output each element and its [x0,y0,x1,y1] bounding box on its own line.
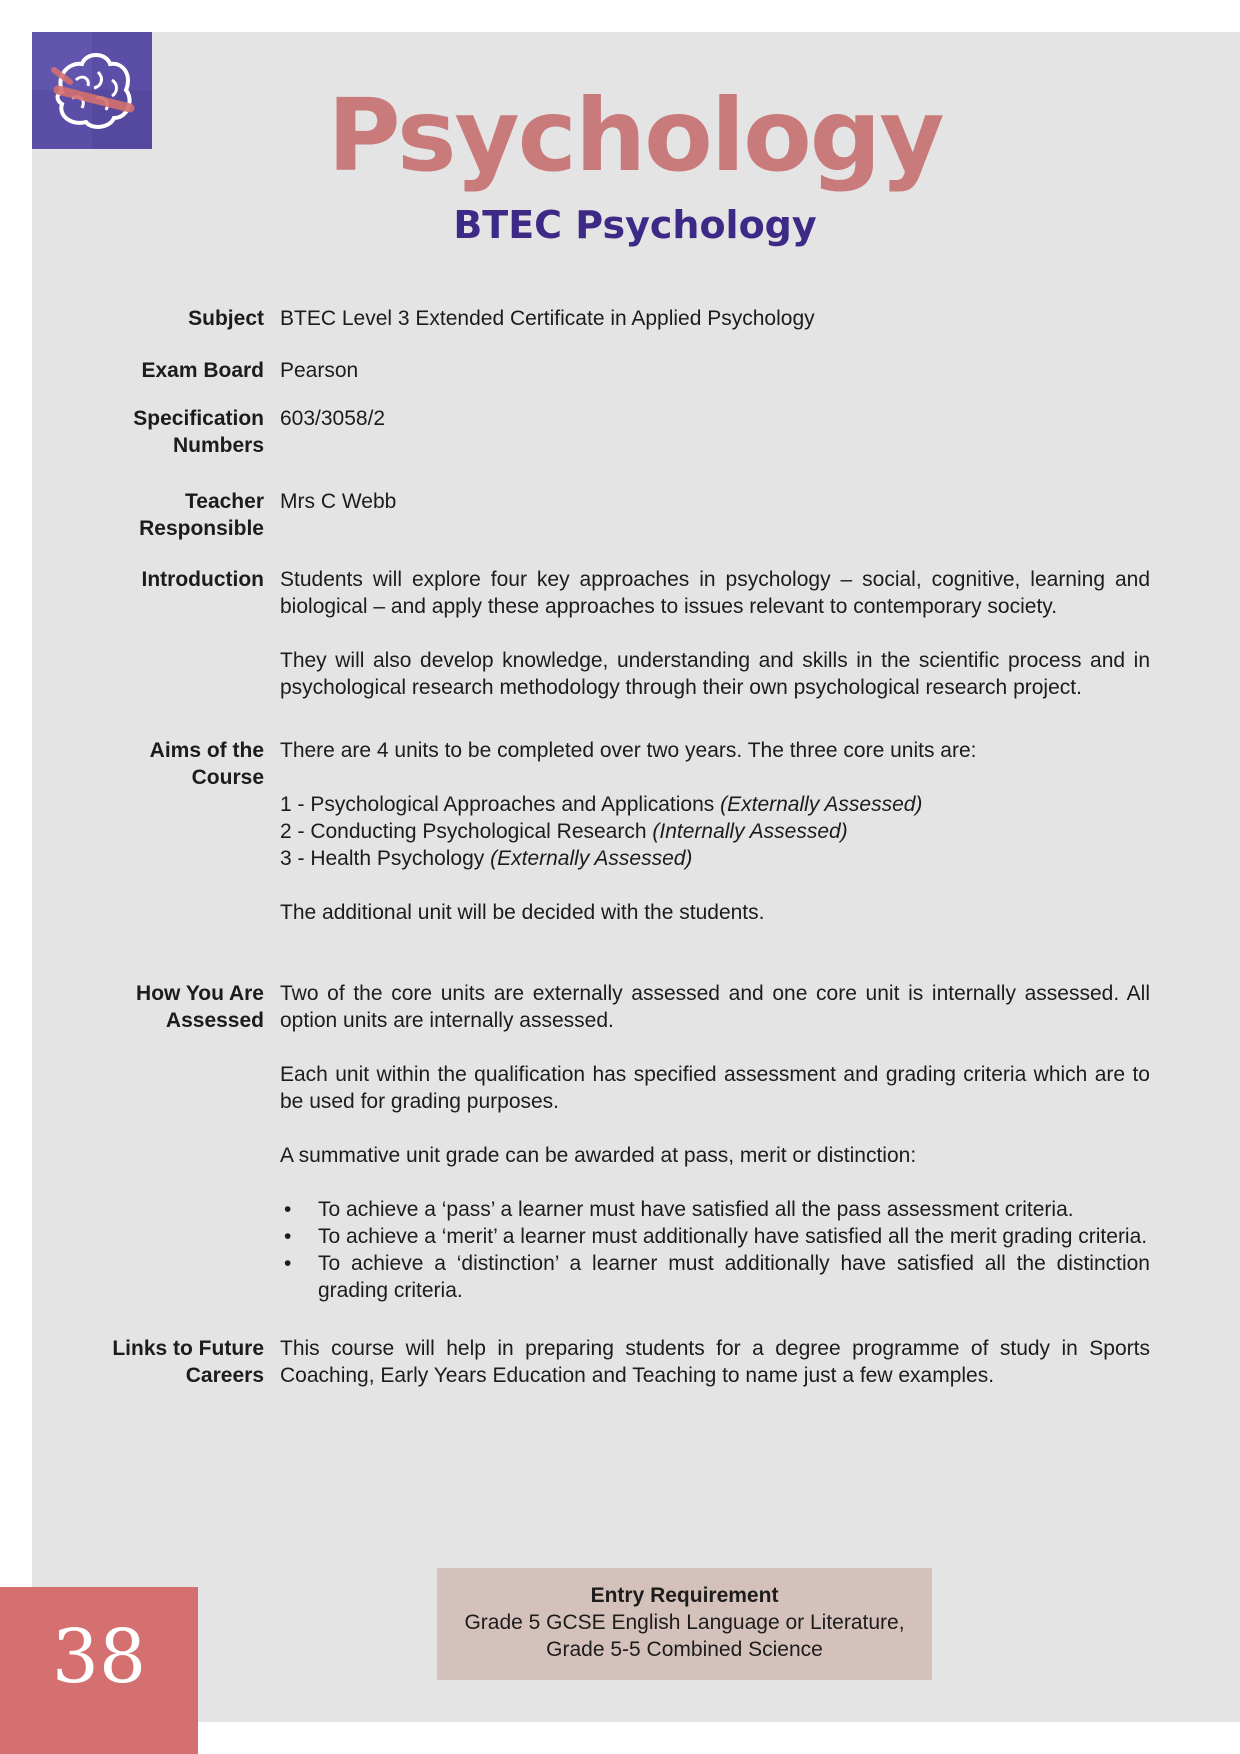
page-subtitle: BTEC Psychology [453,203,817,247]
teacher-label-line2: Responsible [139,517,264,540]
assessment-paragraph: Two of the core units are externally assessed and one core unit is internally assessed. All option units are internally assessed. [280,982,1150,1032]
entry-requirement-box [437,1568,932,1680]
assessment-label-line1: How You Are [136,982,264,1005]
subject-label: Subject [188,307,264,330]
list-item: • To achieve a ‘merit’ a learner must additionally have satisfied all the merit grading criteria. [280,1223,1150,1250]
list-item [280,818,1150,845]
assessment-row [60,980,1150,1304]
teacher-label-line1: Teacher [185,490,264,513]
specification-label [60,405,280,459]
aims-text [280,737,1150,926]
core-units-list [280,791,1150,872]
introduction-label: Introduction [141,568,264,591]
list-item [280,845,1150,872]
specification-row [60,405,1150,459]
teacher-label [60,488,280,542]
page-number: 38 [51,1614,147,1700]
exam-board-value: Pearson [280,359,359,382]
introduction-paragraph: They will also develop knowledge, understanding and skills in the scientific process and in psychological research methodology through their own psychological research project. [280,649,1150,699]
exam-board-label: Exam Board [141,359,264,382]
course-details [60,305,1150,1389]
introduction-row [60,566,1150,701]
teacher-value: Mrs C Webb [280,490,397,513]
assessment-label-line2: Assessed [165,1009,264,1032]
careers-row [60,1335,1150,1389]
aims-intro: There are 4 units to be completed over two years. The three core units are: [280,739,977,762]
unit-name: 1 - Psychological Approaches and Applications [280,793,715,816]
list-item: • To achieve a ‘pass’ a learner must have satisfied all the pass assessment criteria. [280,1196,1150,1223]
specification-label-line1: Specification [133,407,264,430]
aims-label-line1: Aims of the [149,739,264,762]
assessment-paragraph: A summative unit grade can be awarded at pass, merit or distinction: [280,1144,917,1167]
entry-requirement-line1: Grade 5 GCSE English Language or Literature, [464,1611,905,1634]
careers-label-line2: Careers [185,1364,264,1387]
unit-assessment: (Internally Assessed) [652,820,848,843]
aims-label [60,737,280,926]
careers-value: This course will help in preparing students for a degree programme of study in Sports Coaching, Early Years Education and Teaching to name just a few examples. [280,1337,1150,1387]
subject-value: BTEC Level 3 Extended Certificate in Applied Psychology [280,307,815,330]
list-item: • To achieve a ‘distinction’ a learner must additionally have satisfied all the distinction grading criteria. [280,1250,1150,1304]
aims-closing: The additional unit will be decided with the students. [280,901,765,924]
specification-label-line2: Numbers [172,434,264,457]
careers-label-line1: Links to Future [112,1337,264,1360]
teacher-row [60,488,1150,542]
unit-name: 3 - Health Psychology [280,847,485,870]
unit-assessment: (Externally Assessed) [490,847,693,870]
aims-label-line2: Course [191,766,264,789]
unit-name: 2 - Conducting Psychological Research [280,820,647,843]
careers-label [60,1335,280,1389]
introduction-text [280,566,1150,701]
assessment-text [280,980,1150,1304]
assessment-label [60,980,280,1304]
exam-board-row [60,357,1150,384]
page-title: Psychology [327,77,943,194]
unit-assessment: (Externally Assessed) [720,793,923,816]
specification-value: 603/3058/2 [280,407,386,430]
entry-requirement-title: Entry Requirement [590,1584,779,1607]
introduction-paragraph: Students will explore four key approaches in psychology – social, cognitive, learning and biological – and apply these approaches to issues relevant to contemporary society. [280,568,1150,618]
subject-row [60,305,1150,332]
assessment-paragraph: Each unit within the qualification has specified assessment and grading criteria which are to be used for grading purposes. [280,1063,1150,1113]
entry-requirement-line2: Grade 5-5 Combined Science [546,1638,823,1661]
list-item [280,791,1150,818]
grading-bullets [280,1196,1150,1304]
aims-row [60,737,1150,926]
